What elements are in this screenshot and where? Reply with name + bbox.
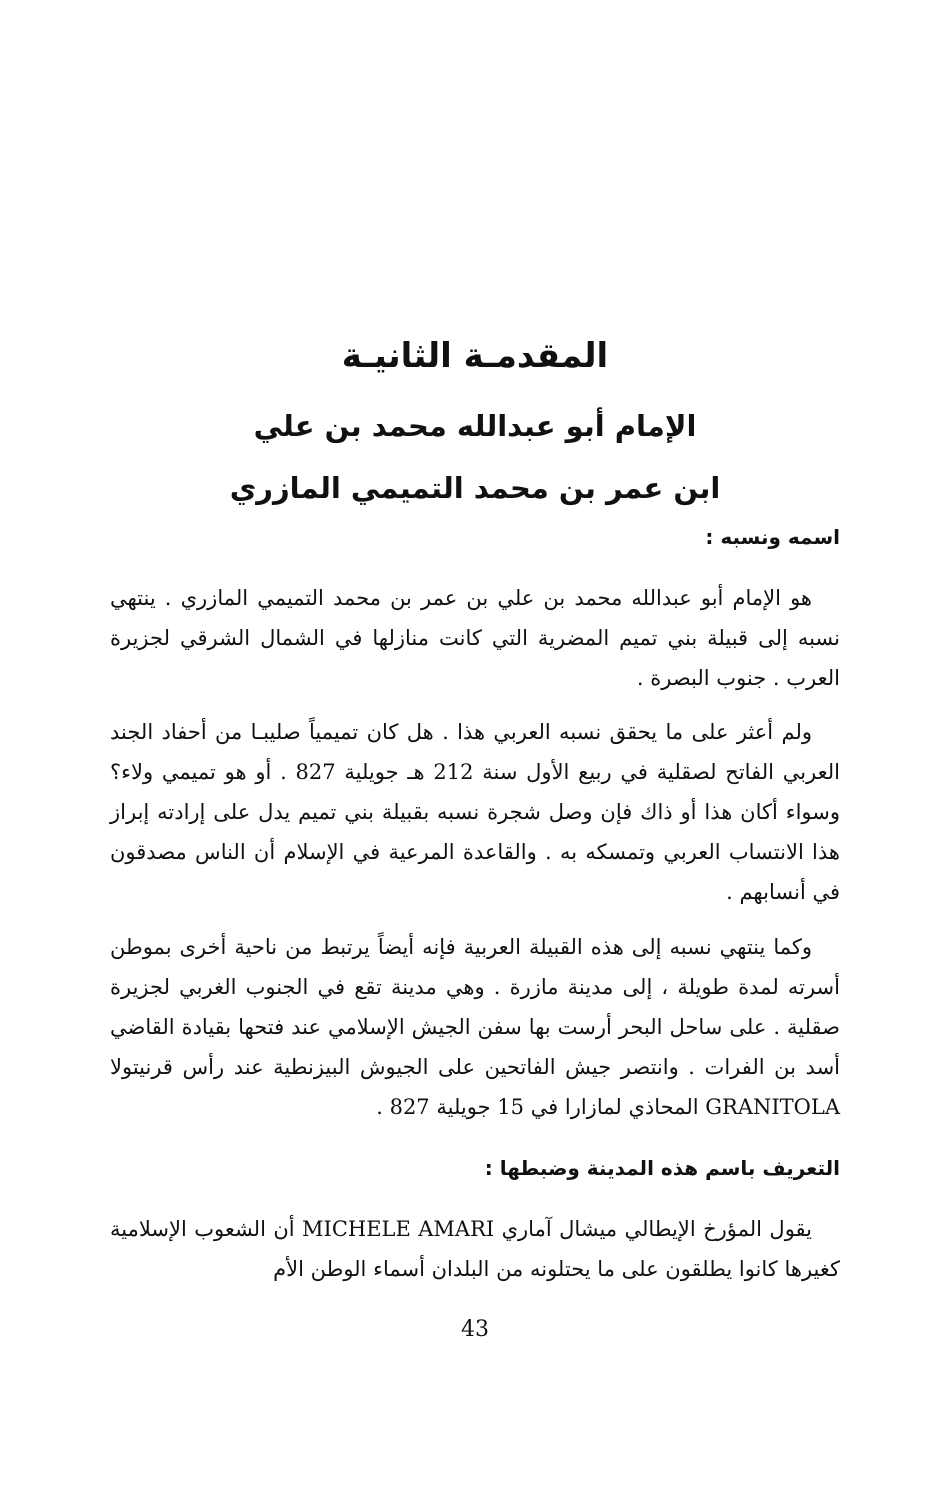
subtitle-line-2: ابن عمر بن محمد التميمي المازري: [229, 471, 721, 505]
page-number: 43: [461, 1317, 489, 1342]
chapter-title: المقدمـة الثانيـة: [341, 336, 609, 376]
subtitle-line-1: الإمام أبو عبدالله محمد بن علي: [253, 409, 697, 443]
section-heading-city-name: التعريف باسم هذه المدينة وضبطها :: [484, 1156, 840, 1180]
paragraph-1: هو الإمام أبو عبدالله محمد بن علي بن عمر بن محمد التميمي المازري . ينتهي نسبه إلى قبيلة بني تميم المضرية التي كانت منازلها في الشمال الشرقي لجزيرة العرب . جنوب البصرة .: [110, 586, 840, 690]
paragraph-4: يقول المؤرخ الإيطالي ميشال آماري MICHELE AMARI أن الشعوب الإسلامية كغيرها كانوا يطلقون على ما يحتلونه من البلدان أسماء الوطن الأم: [110, 1217, 840, 1281]
paragraph-3: وكما ينتهي نسبه إلى هذه القبيلة العربية فإنه أيضاً يرتبط من ناحية أخرى بموطن أسرته لمدة طويلة ، إلى مدينة مازرة . وهي مدينة تقع في الجنوب الغربي لجزيرة صقلية . على ساحل البحر أرست بها سفن الجيش الإسلامي عند فتحها بقيادة القاضي أسد بن الفرات . وانتصر جيش الفاتحين على الجيوش البيزنطية عند رأس قرنيتولا GRANITOLA المحاذي لمازارا في 15 جويلية 827 .: [110, 935, 840, 1119]
paragraph-2: ولم أعثر على ما يحقق نسبه العربي هذا . هل كان تميمياً صليبـا من أحفاد الجند العربي الفاتح لصقلية في ربيع الأول سنة 212 هـ جويلية 827 . أو هو تميمي ولاء؟ وسواء أكان هذا أو ذاك فإن وصل شجرة نسبه بقبيلة بني تميم يدل على إرادته إبراز هذا الانتساب العربي وتمسكه به . والقاعدة المرعية في الإسلام أن الناس مصدقون في أنسابهم .: [110, 720, 840, 904]
section-heading-name-lineage: اسمه ونسبه :: [705, 525, 840, 549]
